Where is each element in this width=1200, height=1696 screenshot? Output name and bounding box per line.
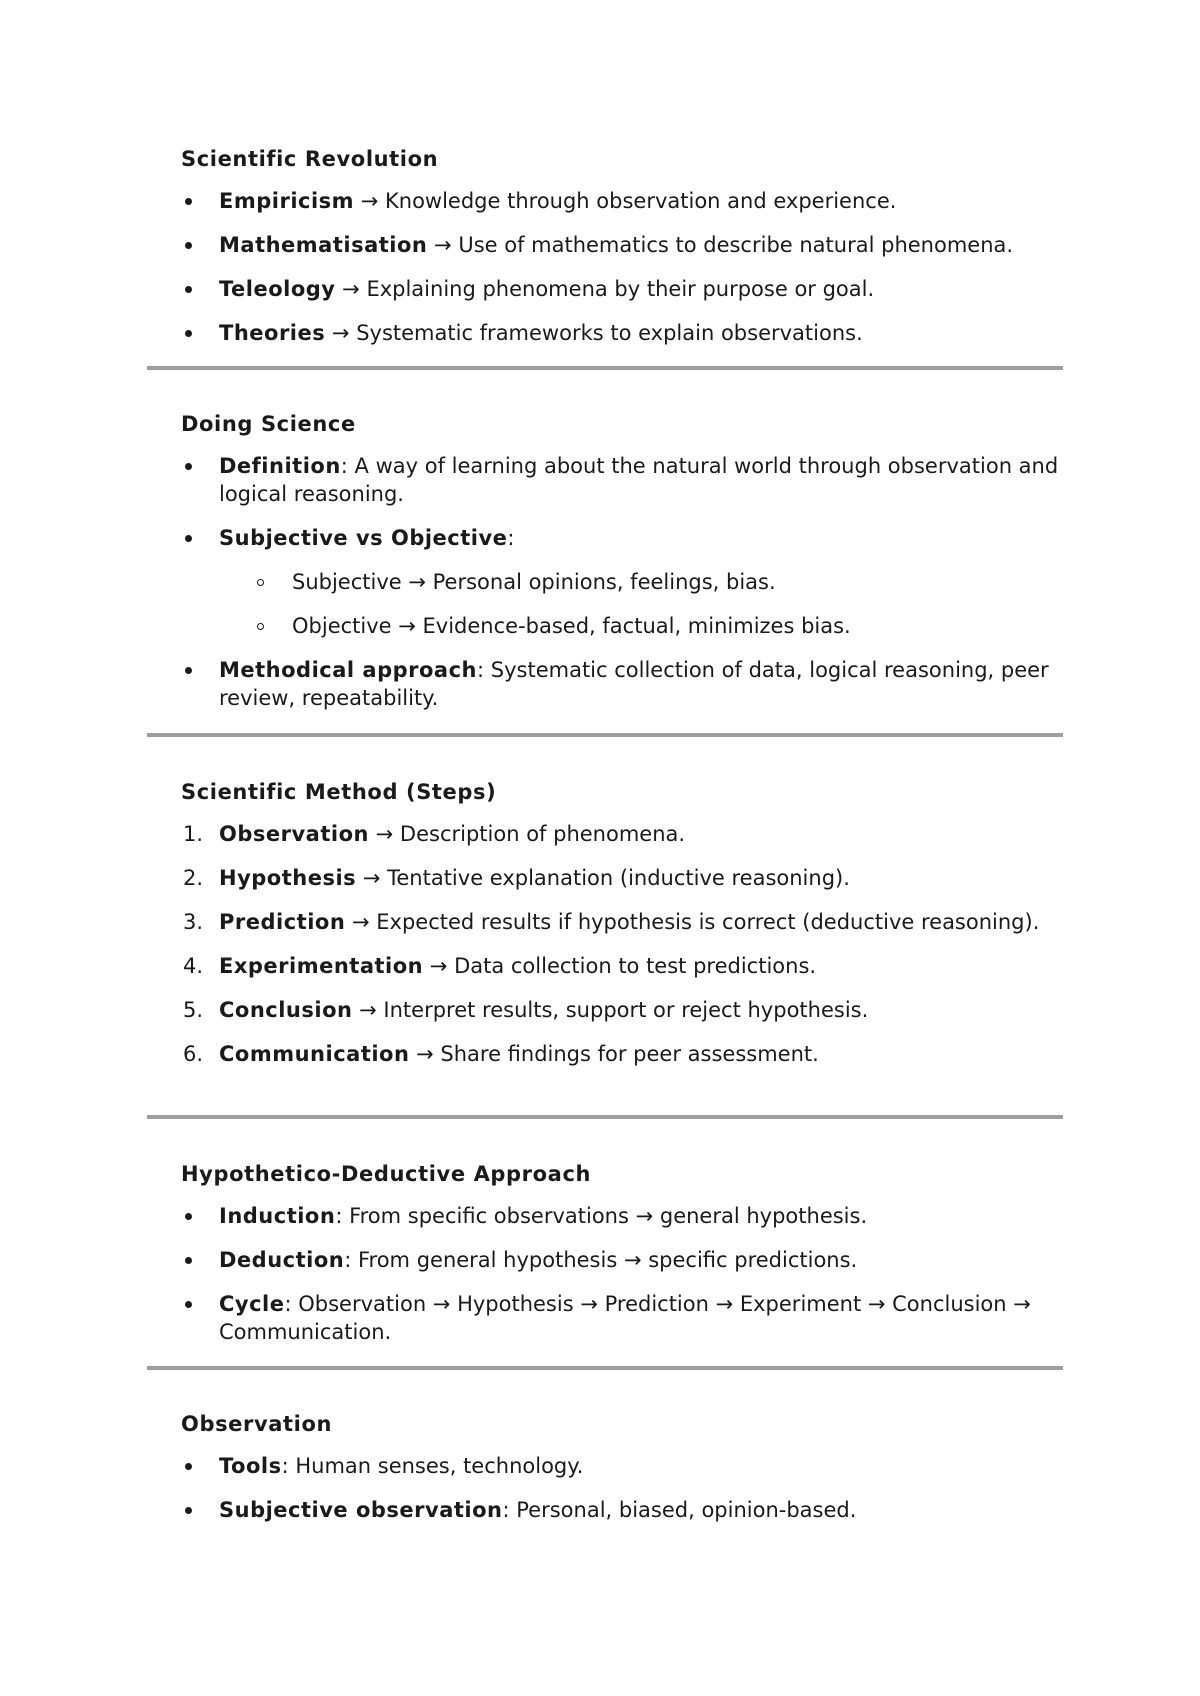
item-text: : From specific observations → general hypothesis. bbox=[335, 1204, 868, 1228]
item-text: : Personal, biased, opinion-based. bbox=[502, 1498, 857, 1522]
list-item bbox=[181, 524, 1061, 552]
item-term: Teleology bbox=[219, 277, 336, 301]
list-item bbox=[181, 231, 1061, 259]
item-term: Induction bbox=[219, 1204, 336, 1228]
item-term: Subjective vs Objective bbox=[219, 526, 508, 550]
sub-item-text: Subjective → Personal opinions, feelings, bias. bbox=[292, 570, 776, 594]
item-term: Empiricism bbox=[219, 189, 355, 213]
list-item bbox=[181, 1202, 1061, 1230]
item-text: → Use of mathematics to describe natural phenomena. bbox=[427, 233, 1014, 257]
item-text: → Share findings for peer assessment. bbox=[409, 1042, 819, 1066]
item-number: 1. bbox=[183, 822, 204, 846]
item-text: : Observation → Hypothesis → Prediction → Experiment → Conclusion → Communication. bbox=[219, 1292, 1031, 1344]
list-item bbox=[181, 452, 1061, 508]
section-doing-science bbox=[181, 410, 1061, 728]
section-divider bbox=[147, 366, 1063, 370]
hollow-bullet-icon bbox=[257, 623, 264, 630]
bullet-icon bbox=[185, 463, 192, 470]
bullet-icon bbox=[185, 1463, 192, 1470]
item-term: Theories bbox=[219, 321, 326, 345]
item-term: Mathematisation bbox=[219, 233, 428, 257]
item-term: Conclusion bbox=[219, 998, 353, 1022]
item-term: Observation bbox=[219, 822, 369, 846]
item-number: 6. bbox=[183, 1042, 204, 1066]
item-term: Methodical approach bbox=[219, 658, 478, 682]
item-number: 5. bbox=[183, 998, 204, 1022]
section-divider bbox=[147, 1115, 1063, 1119]
sub-list-item bbox=[181, 612, 1061, 640]
item-term: Communication bbox=[219, 1042, 410, 1066]
bullet-icon bbox=[185, 535, 192, 542]
item-term: Prediction bbox=[219, 910, 346, 934]
bullet-icon bbox=[185, 198, 192, 205]
list-item bbox=[181, 319, 1061, 347]
section-heading: Scientific Revolution bbox=[181, 147, 439, 171]
section-hypothetico-deductive bbox=[181, 1160, 1061, 1362]
bullet-icon bbox=[185, 1257, 192, 1264]
item-text: → Description of phenomena. bbox=[368, 822, 686, 846]
item-text: : bbox=[507, 526, 515, 550]
section-heading: Hypothetico-Deductive Approach bbox=[181, 1162, 592, 1186]
item-text: → Data collection to test predictions. bbox=[423, 954, 817, 978]
hollow-bullet-icon bbox=[257, 579, 264, 586]
item-term: Tools bbox=[219, 1454, 282, 1478]
item-term: Experimentation bbox=[219, 954, 424, 978]
section-divider bbox=[147, 1366, 1063, 1370]
item-number: 4. bbox=[183, 954, 204, 978]
list-item bbox=[181, 656, 1061, 712]
item-term: Cycle bbox=[219, 1292, 285, 1316]
section-heading: Scientific Method (Steps) bbox=[181, 780, 497, 804]
item-text: → Systematic frameworks to explain observations. bbox=[325, 321, 863, 345]
numbered-item bbox=[181, 908, 1061, 936]
numbered-item bbox=[181, 1040, 1061, 1068]
item-text: → Expected results if hypothesis is correct (deductive reasoning). bbox=[345, 910, 1040, 934]
list-item bbox=[181, 275, 1061, 303]
section-divider bbox=[147, 733, 1063, 737]
item-text: → Tentative explanation (inductive reasoning). bbox=[356, 866, 850, 890]
bullet-icon bbox=[185, 330, 192, 337]
list-item bbox=[181, 1290, 1061, 1346]
section-heading: Doing Science bbox=[181, 412, 356, 436]
numbered-item bbox=[181, 864, 1061, 892]
bullet-icon bbox=[185, 1213, 192, 1220]
bullet-icon bbox=[185, 242, 192, 249]
item-text: → Knowledge through observation and experience. bbox=[354, 189, 897, 213]
item-text: : Systematic collection of data, logical reasoning, peer review, repeatability. bbox=[219, 658, 1049, 710]
section-scientific-revolution bbox=[181, 145, 1061, 363]
numbered-item bbox=[181, 996, 1061, 1024]
item-text: : From general hypothesis → specific predictions. bbox=[344, 1248, 858, 1272]
bullet-icon bbox=[185, 1507, 192, 1514]
section-heading: Observation bbox=[181, 1412, 333, 1436]
item-text: : Human senses, technology. bbox=[281, 1454, 584, 1478]
section-scientific-method bbox=[181, 778, 1061, 1084]
bullet-icon bbox=[185, 286, 192, 293]
sub-list-item bbox=[181, 568, 1061, 596]
item-term: Subjective observation bbox=[219, 1498, 503, 1522]
bullet-icon bbox=[185, 667, 192, 674]
item-text: → Interpret results, support or reject hypothesis. bbox=[352, 998, 869, 1022]
numbered-item bbox=[181, 952, 1061, 980]
item-term: Hypothesis bbox=[219, 866, 357, 890]
bullet-icon bbox=[185, 1301, 192, 1308]
item-term: Deduction bbox=[219, 1248, 345, 1272]
list-item bbox=[181, 1246, 1061, 1274]
sub-item-text: Objective → Evidence-based, factual, minimizes bias. bbox=[292, 614, 851, 638]
item-number: 2. bbox=[183, 866, 204, 890]
section-observation bbox=[181, 1410, 1061, 1540]
list-item bbox=[181, 1452, 1061, 1480]
item-term: Definition bbox=[219, 454, 341, 478]
item-number: 3. bbox=[183, 910, 204, 934]
item-text: → Explaining phenomena by their purpose or goal. bbox=[335, 277, 875, 301]
numbered-item bbox=[181, 820, 1061, 848]
list-item bbox=[181, 1496, 1061, 1524]
list-item bbox=[181, 187, 1061, 215]
item-text: : A way of learning about the natural world through observation and logical reasoning. bbox=[219, 454, 1059, 506]
